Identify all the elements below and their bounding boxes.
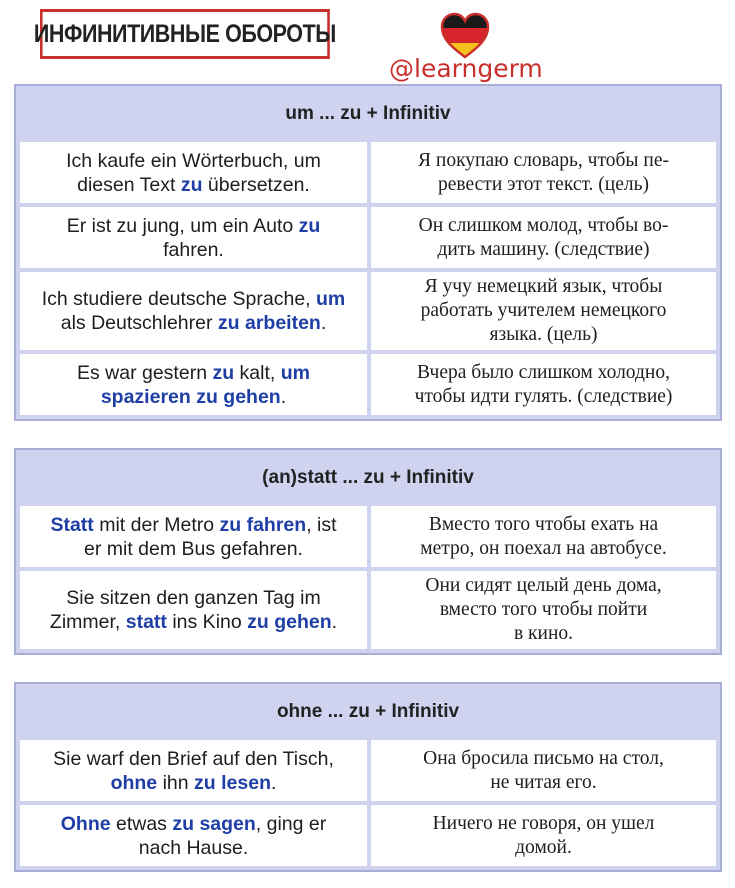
highlight-text: um [316,288,346,310]
german-sentence [20,506,367,567]
russian-translation [371,207,716,268]
translation-line: метро, он поехал на автобусе. [420,537,667,559]
highlight-text: um [280,361,310,384]
german-sentence [20,571,367,649]
translation-line: Я покупаю словарь, чтобы пе- [418,149,669,171]
sentence-text: er mit dem Bus gefahren. [84,537,303,560]
highlight-text: zu [298,214,321,237]
translation-line: в кино. [513,623,574,644]
sentence-text: als Deutschlehrer [60,312,218,334]
highlight-text: ohne [110,771,158,794]
russian-translation [371,272,716,350]
german-sentence [20,142,367,203]
sentence-text: , ging er [255,812,327,835]
russian-translation [371,142,716,203]
russian-translation [371,805,716,866]
russian-translation [371,354,716,415]
german-sentence [20,272,367,350]
germany-heart-icon [440,12,490,60]
highlight-text: zu gehen [247,611,332,633]
sentence-text: ins Kino [166,611,248,633]
russian-translation [371,506,716,567]
sentence-text: ihn [157,771,195,794]
highlight-text: statt [125,611,167,633]
sentence-text: . [270,771,277,794]
translation-line: Вместо того чтобы ехать на [428,513,659,535]
translation-line: Она бросила письмо на стол, [423,747,664,769]
sentence-text: Zimmer, [49,611,126,633]
translation-line: Я учу немецкий язык, чтобы [424,276,663,297]
sentence-text: kalt, [234,361,281,384]
translation-line: не читая его. [490,771,597,793]
sentence-text: etwas [110,812,173,835]
table-row [20,207,716,268]
sentence-text: Sie sitzen den ganzen Tag im [66,587,321,609]
sentence-text: . [331,611,338,633]
table-row [20,740,716,801]
table-row [20,142,716,203]
sentence-text: Er ist zu jung, um ein Auto [66,214,299,237]
german-sentence [20,740,367,801]
section-ohne-zu [14,682,722,872]
translation-line: дить машину. (следствие) [437,238,650,260]
highlight-text: zu lesen [194,771,271,794]
highlight-text: zu [212,361,235,384]
section-um-zu [14,84,722,421]
translation-line: чтобы идти гулять. (следствие) [414,385,673,407]
sentence-text: Ich studiere deutsche Sprache, [41,288,316,310]
german-sentence [20,805,367,866]
translation-line: работать учителем немецкого [420,300,667,321]
table-row [20,506,716,567]
table-row [20,354,716,415]
german-sentence [20,207,367,268]
highlight-text: spazieren zu gehen [100,385,281,408]
section-anstatt-zu [14,448,722,655]
sentence-text: übersetzen. [202,173,310,196]
sentence-text: Ich kaufe ein Wörterbuch, um [66,149,321,172]
section-heading: (an)statt ... zu + Infinitiv [262,467,474,488]
table-row [20,272,716,350]
highlight-text: zu sagen [172,812,256,835]
sentence-text: mit der Metro [93,513,220,536]
highlight-text: zu arbeiten [217,312,321,334]
highlight-text: Statt [50,513,94,536]
sentence-text: Sie warf den Brief auf den Tisch, [53,747,334,770]
translation-line: ревести этот текст. (цель) [438,173,649,195]
section-heading: um ... zu + Infinitiv [285,103,451,124]
highlight-text: zu [180,173,203,196]
sentence-text: diesen Text [77,173,181,196]
author-handle: @learngerm [389,54,543,83]
page-title: ИНФИНИТИВНЫЕ ОБОРОТЫ [33,19,336,48]
sentence-text: Es war gestern [76,361,213,384]
translation-line: Ничего не говоря, он ушел [432,812,655,834]
translation-line: домой. [515,836,572,858]
table-row [20,805,716,866]
russian-translation [371,571,716,649]
translation-line: Он слишком молод, чтобы во- [418,214,669,236]
highlight-text: Ohne [60,812,111,835]
german-sentence [20,354,367,415]
sentence-text: fahren. [163,238,224,261]
sentence-text: nach Hause. [138,836,249,859]
russian-translation [371,740,716,801]
translation-line: вместо того чтобы пойти [439,599,648,620]
section-heading: ohne ... zu + Infinitiv [276,701,460,722]
translation-line: языка. (цель) [489,324,598,345]
sentence-text: . [280,385,287,408]
translation-line: Они сидят целый день дома, [425,575,662,596]
table-row [20,571,716,649]
page-title-box [33,9,336,59]
sentence-text: , ist [306,513,337,536]
highlight-text: zu fahren [219,513,307,536]
translation-line: Вчера было слишком холодно, [417,361,670,383]
sentence-text: . [320,312,327,334]
